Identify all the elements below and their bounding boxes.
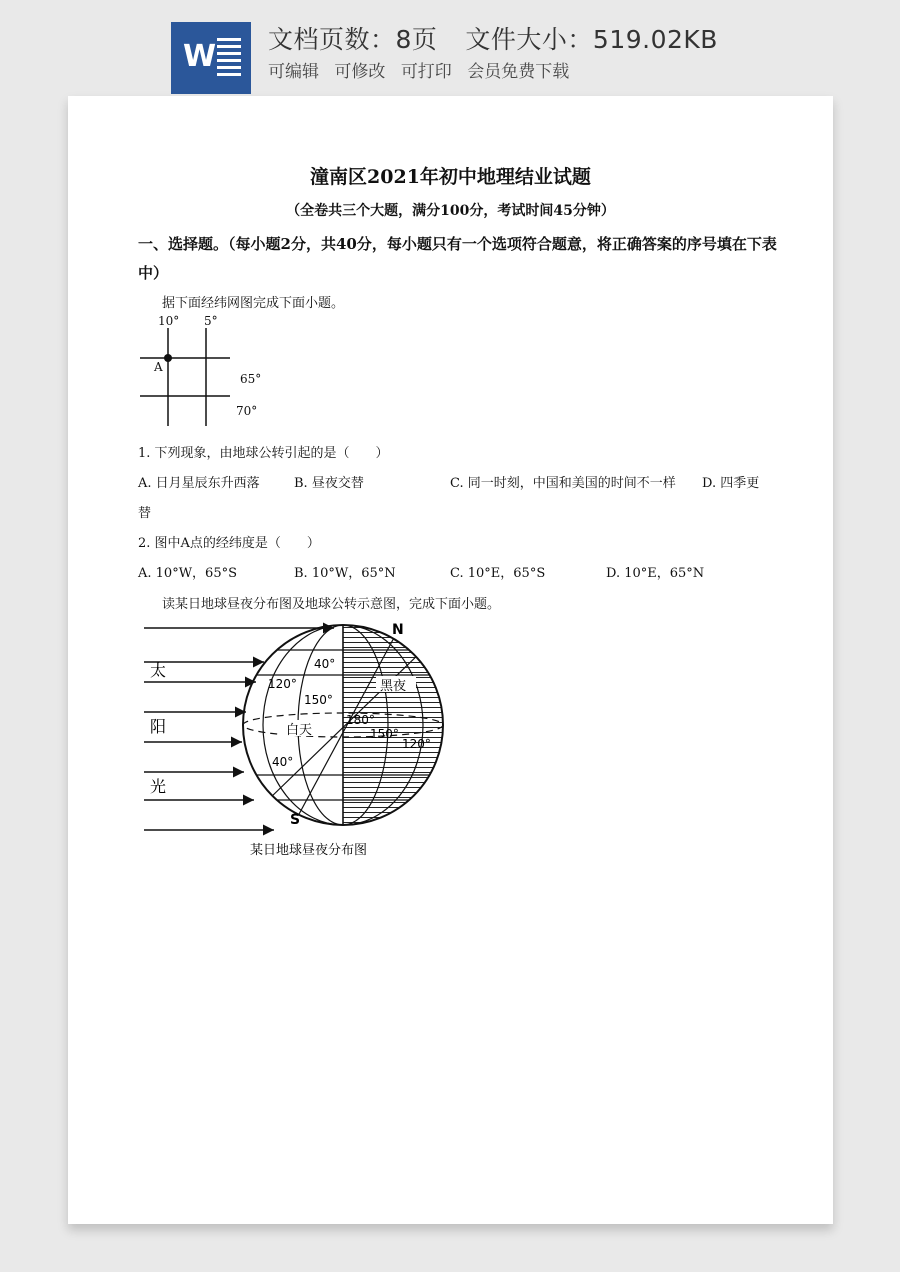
angle-label-6: 120° xyxy=(402,737,431,751)
angle-label-2: 120° xyxy=(268,677,297,691)
exam-note: （全卷共三个大题，满分100分，考试时间45分钟） xyxy=(286,203,615,219)
page-count: 文档页数：8页 xyxy=(268,25,438,54)
q1-option-b: B. 昼夜交替 xyxy=(294,476,364,491)
point-a-label: A xyxy=(154,360,163,374)
download-banner xyxy=(0,0,900,96)
lat-long-grid-figure xyxy=(138,314,278,428)
exam-title: 潼南区2021年初中地理结业试题 xyxy=(310,166,591,188)
angle-label-5: 150° xyxy=(370,727,399,741)
feature-printable: 可打印 xyxy=(400,62,452,82)
q1-option-a: A. 日月星辰东升西落 xyxy=(138,476,260,491)
day-night-globe-figure xyxy=(138,620,458,868)
q2-option-a: A. 10°W，65°S xyxy=(138,566,238,581)
feature-editable: 可编辑 xyxy=(268,62,319,82)
q2-option-c: C. 10°E，65°S xyxy=(450,566,546,581)
night-label: 黑夜 xyxy=(380,679,407,694)
angle-label-4: 180° xyxy=(346,713,375,727)
q2-option-d: D. 10°E，65°N xyxy=(606,566,705,581)
q1-option-d-wrap: 替 xyxy=(138,506,152,521)
feature-list xyxy=(268,57,579,82)
q1-option-c: C. 同一时刻，中国和美国的时间不一样 xyxy=(450,476,676,491)
angle-label-7: 40° xyxy=(272,755,294,769)
feature-free-download: 会员免费下载 xyxy=(467,62,570,82)
file-size: 文件大小：519.02KB xyxy=(465,25,718,54)
lat-label-top: 65° xyxy=(240,372,262,386)
document-page xyxy=(68,96,833,1224)
point-a-marker xyxy=(164,354,172,362)
sun-char-1: 太 xyxy=(150,661,167,680)
word-doc-icon xyxy=(171,22,251,94)
intro-globe: 读某日地球昼夜分布图及地球公转示意图，完成下面小题。 xyxy=(162,597,501,612)
globe-drawing xyxy=(138,620,458,868)
angle-label-1: 40° xyxy=(314,657,336,671)
day-label: 白天 xyxy=(286,723,313,738)
q1-stem: 1. 下列现象，由地球公转引起的是（ ） xyxy=(138,446,389,461)
section-heading: 一、选择题。（每小题2分，共40分，每小题只有一个选项符合题意，将正确答案的序号填在下表中） xyxy=(138,235,777,282)
sun-char-2: 阳 xyxy=(150,717,167,736)
north-label: N xyxy=(392,622,404,638)
lon-label-left: 10° xyxy=(158,314,180,328)
q2-stem: 2. 图中A点的经纬度是（ ） xyxy=(138,536,320,551)
lon-label-right: 5° xyxy=(204,314,218,328)
q2-option-b: B. 10°W，65°N xyxy=(294,566,396,581)
south-label: S xyxy=(290,812,301,828)
lat-label-bottom: 70° xyxy=(236,404,258,418)
angle-label-3: 150° xyxy=(304,693,333,707)
banner-title xyxy=(268,20,718,56)
feature-modifiable: 可修改 xyxy=(334,62,386,82)
intro-grid: 据下面经纬网图完成下面小题。 xyxy=(162,296,345,311)
sun-char-3: 光 xyxy=(150,777,167,796)
q1-option-d: D. 四季更 xyxy=(702,476,760,491)
globe-caption: 某日地球昼夜分布图 xyxy=(250,843,368,858)
word-icon-letter: W xyxy=(183,39,217,74)
